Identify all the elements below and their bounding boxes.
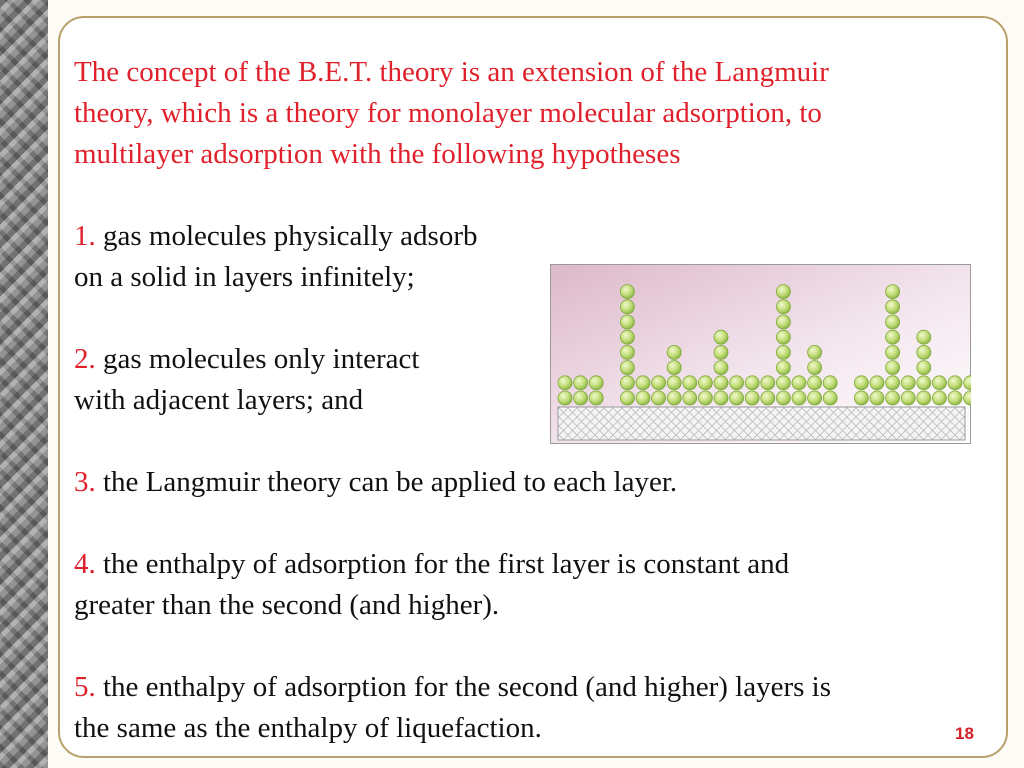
- molecule: [776, 330, 790, 344]
- molecule: [886, 361, 900, 375]
- molecule: [714, 345, 728, 359]
- molecule: [776, 285, 790, 299]
- hypothesis-4-line-1: [74, 544, 789, 585]
- molecule: [776, 345, 790, 359]
- molecule: [667, 376, 681, 390]
- molecule: [558, 376, 572, 390]
- intro-line-3: multilayer adsorption with the following hypotheses: [74, 138, 681, 170]
- molecule: [620, 361, 634, 375]
- molecule: [620, 315, 634, 329]
- molecule: [620, 300, 634, 314]
- molecule: [886, 376, 900, 390]
- substrate-surface: [558, 407, 965, 440]
- molecule: [854, 376, 868, 390]
- molecule: [714, 361, 728, 375]
- molecule: [620, 376, 634, 390]
- molecule: [776, 300, 790, 314]
- hypothesis-4-line-2: greater than the second (and higher).: [74, 589, 500, 621]
- molecule: [620, 330, 634, 344]
- hypothesis-5-line-2: the same as the enthalpy of liquefaction.: [74, 712, 542, 744]
- hypothesis-5-line-1: [74, 667, 831, 708]
- molecule: [574, 391, 588, 405]
- side-texture-strip: [0, 0, 48, 768]
- hypothesis-2-text-1: gas molecules only interact: [103, 343, 420, 375]
- hypothesis-5-text-1: the enthalpy of adsorption for the second (and higher) layers is: [103, 671, 832, 703]
- molecule: [917, 376, 931, 390]
- molecule: [792, 391, 806, 405]
- molecule: [667, 345, 681, 359]
- molecule: [652, 376, 666, 390]
- molecule: [620, 285, 634, 299]
- molecule: [932, 391, 946, 405]
- molecule: [776, 361, 790, 375]
- molecule: [714, 376, 728, 390]
- molecule: [917, 391, 931, 405]
- hypothesis-4-text-1: the enthalpy of adsorption for the first layer is constant and: [103, 548, 790, 580]
- molecule: [698, 376, 712, 390]
- molecule: [745, 391, 759, 405]
- molecule: [636, 376, 650, 390]
- molecule: [589, 391, 603, 405]
- molecule: [917, 361, 931, 375]
- molecule: [886, 330, 900, 344]
- hypothesis-2-number: 2.: [74, 343, 96, 375]
- molecule: [683, 391, 697, 405]
- hypothesis-2-line-1: [74, 339, 419, 380]
- molecule: [917, 330, 931, 344]
- hypothesis-3-line-1: [74, 462, 677, 503]
- molecule: [870, 376, 884, 390]
- molecule: [761, 376, 775, 390]
- molecule: [808, 376, 822, 390]
- molecule: [948, 391, 962, 405]
- molecule: [948, 376, 962, 390]
- molecule: [932, 376, 946, 390]
- molecule: [886, 391, 900, 405]
- molecule: [901, 376, 915, 390]
- molecule: [558, 391, 572, 405]
- molecule: [808, 361, 822, 375]
- molecule: [652, 391, 666, 405]
- molecule: [730, 391, 744, 405]
- molecule: [901, 391, 915, 405]
- molecule: [620, 345, 634, 359]
- molecule: [917, 345, 931, 359]
- molecule: [776, 315, 790, 329]
- molecule: [886, 315, 900, 329]
- hypothesis-3-text-1: the Langmuir theory can be applied to each layer.: [103, 466, 678, 498]
- hypothesis-1-line-2: on a solid in layers infinitely;: [74, 261, 415, 293]
- molecule: [776, 376, 790, 390]
- molecule: [620, 391, 634, 405]
- molecule: [667, 391, 681, 405]
- intro-line-1: The concept of the B.E.T. theory is an extension of the Langmuir: [74, 56, 829, 88]
- hypothesis-1-line-1: [74, 216, 478, 257]
- molecule: [886, 345, 900, 359]
- molecule: [589, 376, 603, 390]
- molecule: [808, 345, 822, 359]
- molecule: [823, 376, 837, 390]
- molecule: [808, 391, 822, 405]
- molecule: [698, 391, 712, 405]
- molecule: [823, 391, 837, 405]
- molecule: [636, 391, 650, 405]
- molecule: [776, 391, 790, 405]
- molecule: [792, 376, 806, 390]
- hypothesis-1-text-1: gas molecules physically adsorb: [103, 220, 478, 252]
- molecule: [667, 361, 681, 375]
- page-number: 18: [955, 724, 974, 743]
- hypothesis-5-number: 5.: [74, 671, 96, 703]
- multilayer-adsorption-diagram: [550, 264, 971, 444]
- hypothesis-1-number: 1.: [74, 220, 96, 252]
- molecule: [761, 391, 775, 405]
- molecule: [730, 376, 744, 390]
- intro-line-2: theory, which is a theory for monolayer molecular adsorption, to: [74, 97, 822, 129]
- molecule: [886, 285, 900, 299]
- molecule: [870, 391, 884, 405]
- hypothesis-2-line-2: with adjacent layers; and: [74, 384, 364, 416]
- molecule: [683, 376, 697, 390]
- molecule: [854, 391, 868, 405]
- molecule: [714, 330, 728, 344]
- molecule: [886, 300, 900, 314]
- hypothesis-4-number: 4.: [74, 548, 96, 580]
- molecule: [574, 376, 588, 390]
- hypothesis-3-number: 3.: [74, 466, 96, 498]
- molecule: [714, 391, 728, 405]
- molecule: [745, 376, 759, 390]
